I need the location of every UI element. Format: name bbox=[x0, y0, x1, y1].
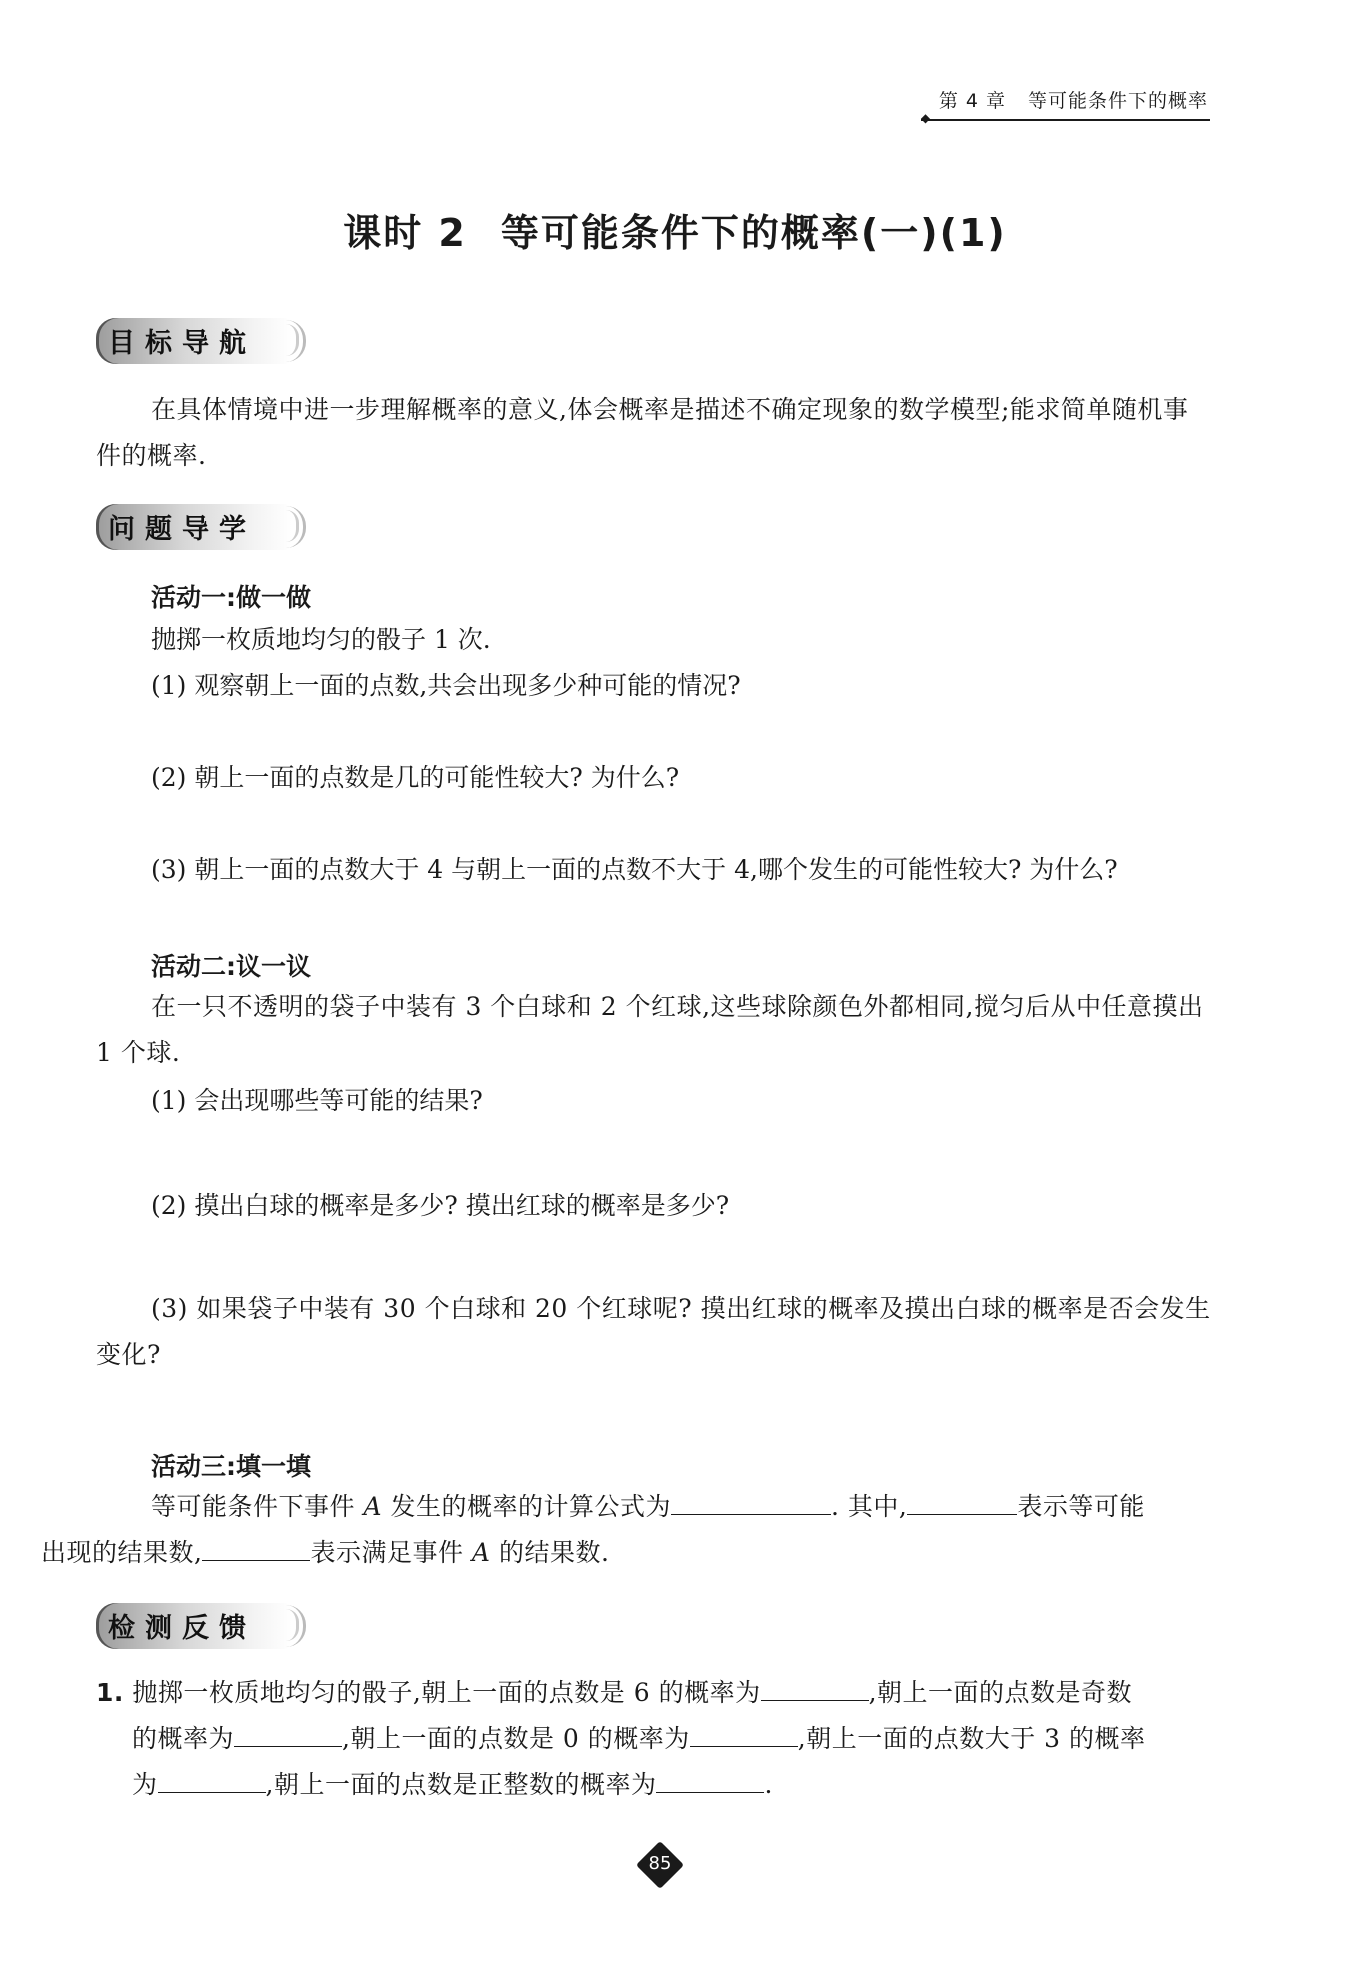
lesson-name: 等可能条件下的概率(一)(1) bbox=[500, 211, 1007, 255]
variable-a: A bbox=[471, 1538, 491, 1567]
blank-prob-six[interactable] bbox=[761, 1672, 869, 1701]
text-fragment: . bbox=[764, 1770, 773, 1799]
chapter-title: 等可能条件下的概率 bbox=[1027, 90, 1208, 112]
text-fragment: 的结果数. bbox=[498, 1538, 610, 1567]
section-label-text: 问题导学 bbox=[108, 514, 256, 545]
diamond-icon: ◆ bbox=[920, 111, 932, 125]
activity3-title: 活动三:填一填 bbox=[151, 1452, 311, 1481]
activity2-q1: (1) 会出现哪些等可能的结果? bbox=[151, 1086, 483, 1115]
text-fragment: 表示满足事件 bbox=[310, 1538, 464, 1567]
text-fragment: 等可能条件下事件 bbox=[151, 1492, 356, 1521]
activity2-intro: 在一只不透明的袋子中装有 3 个白球和 2 个红球,这些球除颜色外都相同,搅匀后从中任意摸出 1 个球. bbox=[96, 992, 1204, 1067]
activity1-intro: 抛掷一枚质地均匀的骰子 1 次. bbox=[151, 625, 491, 654]
page-number-badge bbox=[637, 1842, 683, 1888]
lesson-number: 课时 2 bbox=[343, 211, 467, 255]
activity2-q3: (3) 如果袋子中装有 30 个白球和 20 个红球呢? 摸出红球的概率及摸出白球的概率是否会发生变化? bbox=[96, 1294, 1211, 1369]
section-label-guide bbox=[96, 504, 292, 550]
text-fragment: 出现的结果数, bbox=[41, 1538, 203, 1567]
activity2-title: 活动二:议一议 bbox=[151, 952, 311, 981]
activity1-title: 活动一:做一做 bbox=[151, 583, 311, 612]
text-fragment: . 其中, bbox=[831, 1492, 908, 1521]
page-number: 85 bbox=[648, 1853, 672, 1874]
text-fragment: 为 bbox=[132, 1770, 158, 1799]
activity2-q2: (2) 摸出白球的概率是多少? 摸出红球的概率是多少? bbox=[151, 1191, 730, 1220]
goal-text: 在具体情境中进一步理解概率的意义,体会概率是描述不确定现象的数学模型;能求简单随机事件的概率. bbox=[96, 395, 1189, 470]
text-fragment: 表示等可能 bbox=[1017, 1492, 1145, 1521]
section-label-goal bbox=[96, 318, 292, 364]
activity3-fill bbox=[41, 1484, 1212, 1576]
label-decoration bbox=[281, 506, 306, 548]
blank-event-outcomes[interactable] bbox=[202, 1532, 310, 1561]
text-fragment: ,朝上一面的点数是 0 的概率为 bbox=[342, 1724, 690, 1753]
text-fragment: 的概率为 bbox=[132, 1724, 235, 1753]
exercise-number: 1. bbox=[96, 1678, 124, 1707]
blank-total-outcomes[interactable] bbox=[907, 1486, 1017, 1515]
blank-formula[interactable] bbox=[671, 1486, 831, 1515]
text-fragment: ,朝上一面的点数大于 3 的概率 bbox=[797, 1724, 1146, 1753]
section-label-text: 检测反馈 bbox=[108, 1613, 256, 1644]
variable-a: A bbox=[363, 1492, 383, 1521]
label-decoration bbox=[281, 320, 306, 362]
section-label-check bbox=[96, 1603, 292, 1649]
label-decoration bbox=[281, 1605, 306, 1647]
blank-prob-positive[interactable] bbox=[656, 1764, 764, 1793]
blank-prob-greater-three[interactable] bbox=[158, 1764, 266, 1793]
activity1-q1: (1) 观察朝上一面的点数,共会出现多少种可能的情况? bbox=[151, 671, 741, 700]
text-fragment: ,朝上一面的点数是正整数的概率为 bbox=[265, 1770, 657, 1799]
text-fragment: 抛掷一枚质地均匀的骰子,朝上一面的点数是 6 的概率为 bbox=[132, 1678, 761, 1707]
exercise-1 bbox=[96, 1670, 1216, 1808]
chapter-number: 第 4 章 bbox=[938, 90, 1006, 112]
lesson-title bbox=[0, 202, 1350, 257]
activity1-q2: (2) 朝上一面的点数是几的可能性较大? 为什么? bbox=[151, 763, 680, 792]
text-fragment: ,朝上一面的点数是奇数 bbox=[868, 1678, 1133, 1707]
section-label-text: 目标导航 bbox=[108, 328, 256, 359]
blank-prob-odd[interactable] bbox=[234, 1718, 342, 1747]
activity1-q3: (3) 朝上一面的点数大于 4 与朝上一面的点数不大于 4,哪个发生的可能性较大? 为什么? bbox=[151, 855, 1118, 884]
chapter-header bbox=[920, 86, 1210, 125]
text-fragment: 发生的概率的计算公式为 bbox=[390, 1492, 671, 1521]
blank-prob-zero[interactable] bbox=[690, 1718, 798, 1747]
